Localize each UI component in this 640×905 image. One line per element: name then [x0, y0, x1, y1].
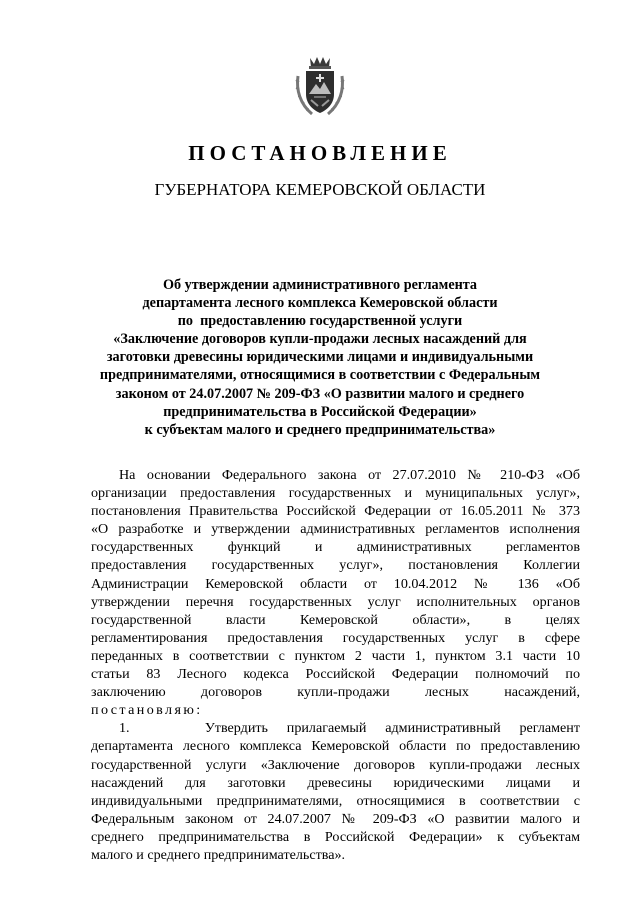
title-line: «Заключение договоров купли-продажи лесных насаждений для	[113, 331, 527, 348]
body-line: Администрации Кемеровской области от 10.04.2012 № 136 «Об	[91, 575, 580, 592]
title-line: по предоставлению государственной услуги	[177, 313, 463, 330]
item-1-paragraph	[91, 719, 580, 864]
body-line: Федеральным законом от 24.07.2007 № 209-ФЗ «О развитии малого и	[91, 810, 580, 827]
body-line: среднего предпринимательства в Российской Федерации» к субъектам	[91, 828, 580, 845]
body-line: государственной услуги «Заключение договоров купли-продажи лесных	[91, 756, 580, 773]
body-line: «О разработке и утверждении административных регламентов исполнения	[91, 521, 580, 538]
body-line: На основании Федерального закона от 27.07.2010 № 210-ФЗ «Об	[119, 467, 580, 483]
title-line: департамента лесного комплекса Кемеровской области	[142, 295, 498, 312]
body-line: предоставления государственных услуг», постановления Коллегии	[91, 557, 580, 574]
body-line: малого и среднего предпринимательства».	[91, 846, 346, 863]
preamble-paragraph	[91, 466, 580, 719]
title-line: предпринимателями, относящимися в соответствии с Федеральным	[99, 367, 541, 384]
body-line: переданных в соответствии с пунктом 2 части 1, пунктом 3.1 части 10	[91, 647, 580, 664]
body-line: государственной власти Кемеровской области», в целях	[91, 611, 580, 628]
issuing-authority: ГУБЕРНАТОРА КЕМЕРОВСКОЙ ОБЛАСТИ	[154, 180, 486, 199]
body-line: индивидуальными предпринимателями, относящимися в соответствии с	[91, 792, 580, 809]
kemerovo-coat-of-arms-icon	[294, 56, 346, 118]
document-type: ПОСТАНОВЛЕНИЕ	[188, 141, 452, 165]
title-line: Об утверждении административного регламента	[162, 277, 478, 293]
body-line: заключению договоров купли-продажи лесных насаждений,	[91, 684, 580, 701]
body-line: государственных функций и административных регламентов	[91, 539, 580, 556]
body-line: постановления Правительства Российской Федерации от 16.05.2011 № 373	[91, 503, 580, 520]
body-line: насаждений для заготовки древесины юридическими лицами и	[91, 774, 580, 791]
body-line: организации предоставления государственных и муниципальных услуг»,	[91, 485, 580, 502]
body-line: регламентирования предоставления государственных услуг в сфере	[91, 629, 580, 646]
title-line: законом от 24.07.2007 № 209-ФЗ «О развитии малого и среднего	[115, 385, 525, 402]
body-line: статьи 83 Лесного кодекса Российской Федерации полномочий по	[91, 666, 580, 683]
document-body	[91, 466, 580, 864]
body-line: 1. Утвердить прилагаемый административный регламент	[119, 720, 580, 737]
body-line: утверждении перечня государственных услуг исполнительных органов	[91, 593, 580, 610]
title-line: заготовки древесины юридическими лицами и индивидуальными	[106, 349, 534, 366]
document-title	[60, 276, 580, 439]
title-line: предпринимательства в Российской Федерации»	[163, 403, 477, 420]
body-line: департамента лесного комплекса Кемеровской области по предоставлению	[91, 738, 580, 755]
resolve-word: постановляю:	[91, 702, 203, 719]
title-line: к субъектам малого и среднего предпринимательства»	[144, 421, 496, 438]
